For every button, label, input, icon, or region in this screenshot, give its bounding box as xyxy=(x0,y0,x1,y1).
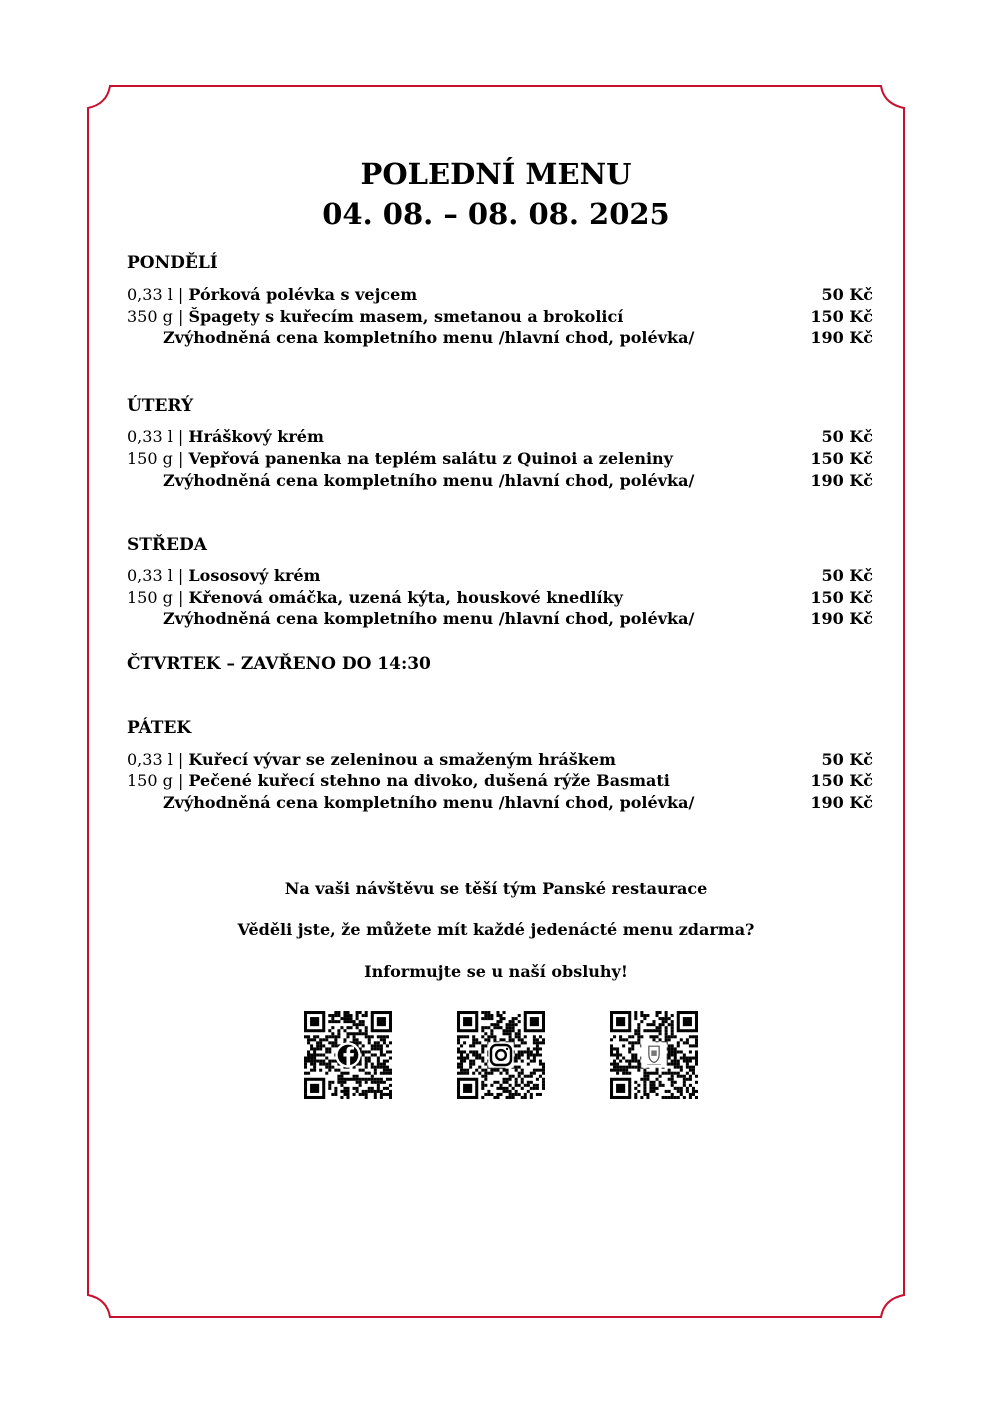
instagram-icon xyxy=(488,1042,513,1067)
menu-item xyxy=(127,448,873,470)
item-name: Křenová omáčka, uzená kýta, houskové knedlíky xyxy=(188,588,623,607)
item-qty: 150 g | xyxy=(127,588,184,607)
item-price: 50 Kč xyxy=(821,285,873,304)
footer-loyalty: Věděli jste, že můžete mít každé jedenácté menu zdarma? xyxy=(237,920,755,939)
item-qty: 150 g | xyxy=(127,449,184,468)
restaurant-logo-icon xyxy=(641,1042,666,1067)
item-price: 150 Kč xyxy=(810,307,873,326)
page-title: POLEDNÍ MENU xyxy=(360,157,632,191)
facebook-icon xyxy=(335,1042,360,1067)
day-heading: ÚTERÝ xyxy=(127,396,194,416)
menu-item xyxy=(127,770,873,792)
day-heading-closed: ČTVRTEK – ZAVŘENO DO 14:30 xyxy=(127,654,431,674)
item-qty: 0,33 l | xyxy=(127,750,184,769)
qr-code-instagram[interactable] xyxy=(457,1011,545,1099)
item-price: 50 Kč xyxy=(821,566,873,585)
date-range: 04. 08. – 08. 08. 2025 xyxy=(322,197,670,231)
menu-item xyxy=(127,749,873,771)
menu-item xyxy=(127,565,873,587)
item-name: Hráškový krém xyxy=(188,427,324,446)
combo-item xyxy=(127,470,873,492)
combo-item xyxy=(127,327,873,349)
combo-name: Zvýhodněná cena kompletního menu /hlavní chod, polévka/ xyxy=(163,609,695,628)
day-heading: STŘEDA xyxy=(127,535,207,555)
combo-price: 190 Kč xyxy=(810,609,873,628)
qr-code-restaurant[interactable] xyxy=(610,1011,698,1099)
combo-item xyxy=(127,608,873,630)
menu-item xyxy=(127,587,873,609)
item-price: 50 Kč xyxy=(821,427,873,446)
item-qty: 0,33 l | xyxy=(127,285,184,304)
item-price: 150 Kč xyxy=(810,449,873,468)
item-qty: 350 g | xyxy=(127,307,184,326)
item-price: 50 Kč xyxy=(821,750,873,769)
menu-item xyxy=(127,306,873,328)
item-name: Lososový krém xyxy=(188,566,321,585)
footer-info: Informujte se u naší obsluhy! xyxy=(364,962,628,981)
footer-greeting: Na vaši návštěvu se těší tým Panské restaurace xyxy=(284,879,708,898)
item-qty: 150 g | xyxy=(127,771,184,790)
item-price: 150 Kč xyxy=(810,588,873,607)
item-name: Pečené kuřecí stehno na divoko, dušená rýže Basmati xyxy=(188,771,670,790)
combo-name: Zvýhodněná cena kompletního menu /hlavní chod, polévka/ xyxy=(163,471,695,490)
combo-name: Zvýhodněná cena kompletního menu /hlavní chod, polévka/ xyxy=(163,793,695,812)
combo-price: 190 Kč xyxy=(810,793,873,812)
item-name: Pórková polévka s vejcem xyxy=(188,285,418,304)
qr-code-facebook[interactable] xyxy=(304,1011,392,1099)
item-price: 150 Kč xyxy=(810,771,873,790)
menu-item xyxy=(127,284,873,306)
item-qty: 0,33 l | xyxy=(127,427,184,446)
combo-price: 190 Kč xyxy=(810,328,873,347)
item-name: Vepřová panenka na teplém salátu z Quinoi a zeleniny xyxy=(188,449,673,468)
menu-item xyxy=(127,426,873,448)
combo-name: Zvýhodněná cena kompletního menu /hlavní chod, polévka/ xyxy=(163,328,695,347)
combo-price: 190 Kč xyxy=(810,471,873,490)
day-heading: PÁTEK xyxy=(127,718,192,738)
item-name: Kuřecí vývar se zeleninou a smaženým hráškem xyxy=(188,750,616,769)
item-name: Špagety s kuřecím masem, smetanou a brokolicí xyxy=(188,307,624,326)
combo-item xyxy=(127,792,873,814)
day-heading: PONDĚLÍ xyxy=(127,253,218,273)
item-qty: 0,33 l | xyxy=(127,566,184,585)
